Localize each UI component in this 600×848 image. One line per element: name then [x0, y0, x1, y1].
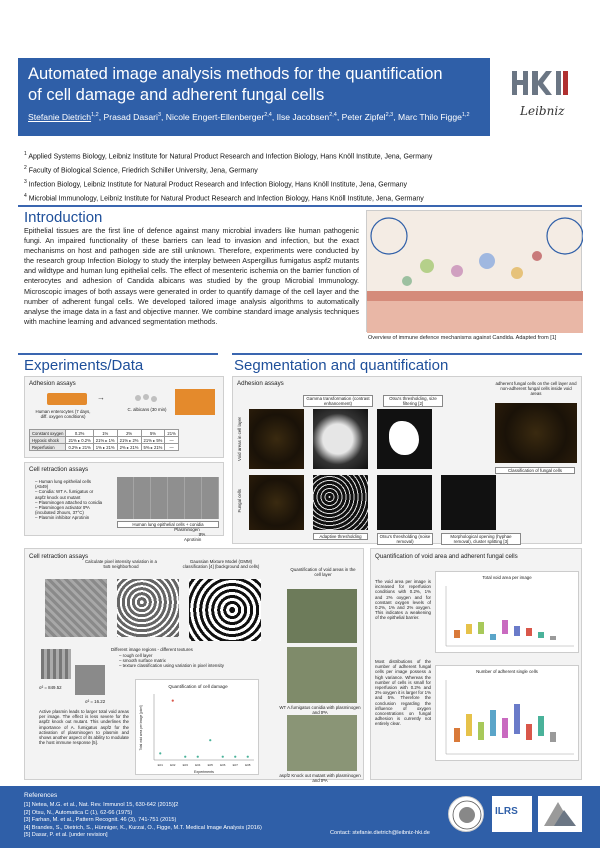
- void-quant-image: [287, 589, 357, 643]
- y-axis-label: Total void area per image [pixel]: [139, 705, 143, 751]
- retraction-result-text: Active plasmin leads to larger total void areas per image. The effect is less severe for the aspf2 knock out mutant. This underlines the importance of A. fumigatus aspf2 for the activation of plasminogen to plasmin and shows another aspect of its ability to modulate the host immune response [5].: [39, 709, 129, 746]
- data-point: [209, 739, 211, 741]
- reference-item: [4] Brandes, S., Dietrich, S., Hünniger, K., Kurzai, O., Figge, M.T. Medical Image Analysis (2016): [24, 824, 262, 831]
- void-area-chart-title: Total void area per image: [482, 575, 532, 580]
- step-gmm: Gaussian Mixture Model (GMM) classification [4] (background and cells): [182, 559, 260, 570]
- x-tick-label: E06: [220, 763, 226, 767]
- table-row: [30, 444, 179, 451]
- author-name: Prasad Dasari$^3$: [103, 112, 162, 122]
- quantification-panel: [370, 548, 582, 780]
- data-point: [184, 756, 186, 758]
- bar-label-plasminogen: Plasminogen: [174, 527, 200, 532]
- author-name: Marc Thilo Figge$^{1,2}$: [398, 112, 470, 122]
- table-cell: 0.2% ▸ 21%: [66, 444, 93, 451]
- classified-image: [495, 403, 577, 463]
- smooth-texture-patch: [75, 665, 105, 695]
- quant-text-fungal: Most distributions of the number of adherent fungal cells per image possess a high variance. Whereas the number of cells is small for reperfusion with 0.2% and 2% oxygen it is larger for 1% and 5%. Therefore the conclusion regarding the influence of oxygen concentrations on fungal adhesion is currently not entirely clear.: [375, 659, 431, 727]
- experiments-divider: [18, 353, 218, 355]
- sigma-smooth: σ² = 16.22: [85, 699, 106, 704]
- affiliation-line: $^3$ Infection Biology, Leibniz Institute for Natural Product Research and Infection Biology, Hans Knöll Institute, Jena, Germany: [24, 178, 408, 189]
- x-tick-label: E04: [195, 763, 201, 767]
- list-item: – Conidia: WT A. fumigatus or aspf2 knock out mutant: [35, 489, 94, 500]
- candida-cells-icon: [133, 391, 161, 403]
- otsu-image: [377, 409, 432, 469]
- adherent-boxplots: [436, 674, 580, 760]
- table-cell: 21% ▸ 2%: [117, 437, 141, 444]
- retraction-assay-label: Cell retraction assays: [29, 466, 89, 473]
- references: [24, 792, 374, 839]
- ko-image: [287, 715, 357, 771]
- retraction-microscopy-images: [117, 477, 219, 519]
- adhesion-raw-image: [249, 409, 304, 469]
- ilrs-logo-text: ILRS: [495, 806, 518, 817]
- side-label-void: Void areas in cell layer: [237, 417, 242, 461]
- step-otsu-noise: Otsu's thresholding (noise removal): [377, 533, 433, 545]
- experiments-heading: Experiments/Data: [24, 357, 144, 374]
- enterocyte-label: Human enterocytes (7 days, diff. oxygen conditions): [35, 409, 91, 420]
- enterocyte-cells-icon: [47, 393, 87, 405]
- intro-heading: Introduction: [24, 209, 103, 226]
- gamma-image: [313, 409, 368, 469]
- table-cell: 1% ▸ 21%: [93, 444, 117, 451]
- bar-label-tpa: tPA: [198, 532, 206, 537]
- cell-damage-chart-svg: [136, 680, 260, 776]
- adherent-chart-title: Number of adherent single cells: [476, 669, 538, 674]
- otsu-noise-image: [377, 475, 432, 530]
- immune-defence-figure: [366, 210, 582, 332]
- arrow-icon: →: [97, 393, 105, 402]
- title-line-2: of cell damage and adherent fungal cells: [28, 86, 325, 104]
- institute-logo: [538, 796, 582, 832]
- adherent-cells-chart: [435, 665, 579, 761]
- segmentation-adhesion-panel: [232, 376, 582, 544]
- contact-email: Contact: stefanie.dietrich@leibniz-hki.de: [330, 830, 430, 836]
- x-tick-label: E05: [207, 763, 213, 767]
- intro-divider: [18, 205, 582, 207]
- void-area-boxplots: [436, 580, 580, 652]
- x-tick-label: E01: [157, 763, 163, 767]
- leibniz-logo: Leibniz: [520, 104, 565, 118]
- x-tick-label: E07: [232, 763, 238, 767]
- reference-item: [3] Farhan, M. et al., Pattern Recognit. 46 (3), 741-751 (2015): [24, 817, 177, 824]
- retraction-bullets: [35, 479, 105, 521]
- step-adherent: adherent fungal cells on the cell layer and non-adherent fungal cells inside void areas: [495, 381, 577, 397]
- data-point: [247, 756, 249, 758]
- ko-caption: aspf2 Knock out mutant with plasminogen and tPA: [279, 773, 361, 784]
- intro-body: Epithelial tissues are the first line of defence against many microbial invaders like human pathogenic fungi. An impaired functionality of these barriers can lead to invasion and infection, but the exact mechanisms on host and pathogen side are still unknown. Therefore, experiments were conducted by the research group Infection Biology to study the interplay between Aspergillus fumigatus aspf2 mutants and wildtype and human lung epithelial cells. The effect of mesenteric ischemia on the barrier function of enterocytes and adhesion of Candida albicans was studied by the group Microbial Immunology. Microscopic images of both assays were generated in order to quantify damage of the cell layer and the number of adherent fungal cells. We developed tailored image analysis algorithms to automatically analyse the image data in a fast and objective manner. We combine standard image analysis techniques with machine learning and advanced segmentation methods.: [24, 226, 359, 326]
- list-item: – Plasminogen activator tPA (incubated 2hours, 37°C): [35, 505, 90, 516]
- retraction-raw-image: [45, 579, 107, 637]
- side-label-fungal: Fungal cells: [237, 489, 242, 513]
- affiliation-line: $^2$ Faculty of Biological Science, Friedrich Schiller University, Jena, Germany: [24, 164, 258, 175]
- step-pixel-variation: Calculate pixel intensity variation in a 5x5 neighborhood: [85, 559, 157, 570]
- list-item: – smooth surface matrix: [119, 658, 166, 664]
- affiliation-line: $^4$ Microbial Immunology, Leibniz Institute for Natural Product Research and Infection Biology, Hans Knöll Institute, Jena, Germany: [24, 192, 424, 203]
- table-cell: 21%: [165, 430, 178, 437]
- oxygen-conditions-table: [29, 429, 179, 451]
- x-tick-label: E08: [245, 763, 251, 767]
- author-name: Ilse Jacobsen$^{2,4}$: [276, 112, 337, 122]
- sigma-rough: σ² = 849.52: [39, 685, 62, 690]
- table-cell: 21% ▸ 1%: [93, 437, 117, 444]
- intro-figure-caption: Overview of immune defence mechanisms against Candida. Adapted from [1]: [368, 335, 557, 341]
- chart-title: Quantification of cell damage: [168, 684, 228, 689]
- data-point: [197, 756, 199, 758]
- table-row: [30, 437, 179, 444]
- adhesion-culture-icon: [175, 389, 215, 415]
- table-cell: —: [165, 444, 178, 451]
- step-otsu: Otsu's thresholding, size filtering [2]: [383, 395, 443, 407]
- list-item: – Plasmin inhibitor Aprotinin: [35, 515, 90, 521]
- list-item: – texture classification using variation in pixel intensity: [119, 663, 224, 669]
- quant-text-void: The void area per image is increased for reperfusion conditions with 0.2%, 1% and 2% oxygen and for constant oxygen levels of 0.2%, 1% and 2% oxygen. This indicates a weakening of the epithelial barrier.: [375, 579, 431, 621]
- table-cell: 1%: [93, 430, 117, 437]
- list-item: – rough cell layer: [119, 653, 153, 658]
- data-point: [222, 756, 224, 758]
- poster-title: [28, 64, 488, 106]
- data-point: [159, 752, 161, 754]
- list-item: – Plasminogen attached to conidia: [35, 499, 103, 505]
- affiliation-line: $^1$ Applied Systems Biology, Leibniz Institute for Natural Product Research and Infection Biology, Hans Knöll Institute, Jena, Germany: [24, 151, 433, 161]
- adaptive-image: [313, 475, 368, 530]
- step-classification: Classification of fungal cells: [495, 467, 575, 474]
- retraction-segmentation-panel: [24, 548, 364, 784]
- author-list: Stefanie Dietrich$^{1,2}$, Prasad Dasari$^3$, Nicole Engert-Ellenberger$^{2,4}$, Ilse Jacobsen$^{2,4}$, Peter Zipfel$^{2,3}$, Marc Thilo Figge$^{1,2}$: [28, 112, 470, 122]
- affiliations: [24, 149, 584, 205]
- segmentation-heading: Segmentation and quantification: [234, 357, 449, 374]
- adhesion-assay-label: Adhesion assays: [29, 380, 76, 387]
- table-cell: 0.2%: [66, 430, 93, 437]
- table-cell: 2%: [117, 430, 141, 437]
- step-adaptive: Adaptive thresholding: [313, 533, 368, 540]
- textures-title: Different image regions - different textures: [111, 647, 193, 652]
- wt-caption: WT A.fumigatus conidia with plasminogen and tPA: [279, 705, 361, 716]
- gmm-image: [189, 579, 261, 641]
- wt-image: [287, 647, 357, 703]
- adhesion-assay-panel: [24, 376, 224, 458]
- segmentation-divider: [232, 353, 582, 355]
- cell-retraction-panel: [24, 462, 224, 536]
- quant-heading: Quantification of void area and adherent fungal cells: [375, 553, 518, 560]
- data-point: [172, 700, 174, 702]
- calbicans-label: C. albicans (30 min): [127, 407, 167, 412]
- table-row-label: Reperfusion: [30, 444, 66, 451]
- author-name: Nicole Engert-Ellenberger$^{2,4}$: [165, 112, 272, 122]
- seg-adhesion-label: Adhesion assays: [237, 380, 284, 387]
- cell-damage-chart: [135, 679, 259, 775]
- x-tick-label: E02: [170, 763, 176, 767]
- list-item: – Human lung epithelial cells (A549): [35, 479, 91, 490]
- x-tick-label: E03: [182, 763, 188, 767]
- references-heading: References: [24, 792, 58, 799]
- void-area-chart: [435, 571, 579, 653]
- ilrs-logo: [492, 796, 532, 832]
- table-row: [30, 430, 179, 437]
- bar-label-cells: Human lung epithelial cells + conidia: [117, 521, 219, 528]
- seg-retraction-label: Cell retraction assays: [29, 553, 89, 560]
- title-line-1: Automated image analysis methods for the quantification: [28, 65, 443, 83]
- rough-texture-patch: [41, 649, 71, 679]
- step-void-quant: Quantification of void areas in the cell layer: [290, 567, 356, 578]
- reference-item: [1] Netea, M.G. et al., Nat. Rev. Immunol 15, 630-642 (2015)[2: [24, 802, 179, 809]
- reference-item: [5] Dasar, P. et al. [under revision]: [24, 832, 108, 839]
- variation-image: [117, 579, 179, 637]
- step-morph: Morphological opening (hyphae removal), cluster splitting [3]: [441, 533, 521, 545]
- textures-list: [119, 653, 249, 669]
- reference-item: [2] Otsu, N., Automatica C (1), 62-66 (1975): [24, 809, 133, 816]
- table-cell: 21% ▸ 0.2%: [66, 437, 93, 444]
- table-row-label: Constant oxygen: [30, 430, 66, 437]
- fungal-raw-image: [249, 475, 304, 530]
- table-row-label: Hypoxic shock: [30, 437, 66, 444]
- author-name: Peter Zipfel$^{2,3}$: [341, 112, 394, 122]
- table-cell: —: [165, 437, 178, 444]
- morph-image: [441, 475, 496, 530]
- table-cell: 2% ▸ 21%: [117, 444, 141, 451]
- author-name: Stefanie Dietrich$^{1,2}$: [28, 112, 99, 122]
- reference-list: [24, 802, 374, 839]
- data-point: [234, 756, 236, 758]
- table-cell: 5% ▸ 21%: [141, 444, 165, 451]
- step-gamma: Gamma transformation (contrast enhancement): [303, 395, 373, 407]
- university-seal-logo: [448, 796, 484, 832]
- bar-label-aprotinin: Aprotinin: [184, 537, 202, 542]
- x-axis-label: Experiments: [194, 770, 214, 774]
- hki-logo: [510, 68, 570, 98]
- table-cell: 5%: [141, 430, 165, 437]
- table-cell: 21% ▸ 5%: [141, 437, 165, 444]
